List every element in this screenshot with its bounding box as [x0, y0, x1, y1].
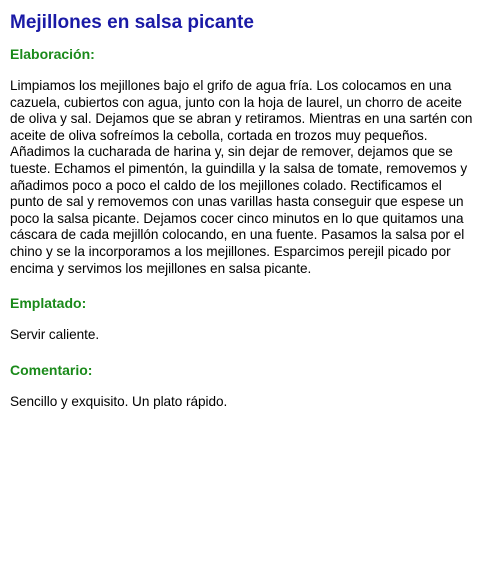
recipe-title: Mejillones en salsa picante: [10, 12, 254, 33]
section-heading-comentario: Comentario:: [10, 361, 93, 378]
section-text-emplatado: Servir caliente.: [10, 327, 100, 343]
section-heading-emplatado: Emplatado:: [10, 295, 87, 312]
section-comentario: [10, 362, 479, 411]
section-emplatado: [10, 295, 479, 344]
section-text-comentario: Sencillo y exquisito. Un plato rápido.: [10, 393, 228, 409]
section-elaboracion: [10, 46, 479, 277]
section-text-elaboracion: Limpiamos los mejillones bajo el grifo de agua fría. Los colocamos en una cazuela, cubiertos con agua, junto con la hoja de laurel, un chorro de aceite de oliva y sal. Dejamos que se abran y retiramos. Mientras en una sartén con aceite de oliva sofreímos la cebolla, cortada en trozos muy pequeños. Añadimos la cucharada de harina y, sin dejar de remover, dejamos que se tueste. Echamos el pimentón, la guindilla y la salsa de tomate, removemos y añadimos poco a poco el caldo de los mejillones colado. Rectificamos el punto de sal y removemos con unas varillas hasta conseguir que espese un poco la salsa picante. Dejamos cocer cinco minutos en lo que quitamos una cáscara de cada mejillón colocando, en una fuente. Pasamos la salsa por el chino y se la incorporamos a los mejillones. Esparcimos perejil picado por encima y servimos los mejillones en salsa picante.: [10, 78, 473, 276]
section-heading-elaboracion: Elaboración:: [10, 46, 95, 62]
